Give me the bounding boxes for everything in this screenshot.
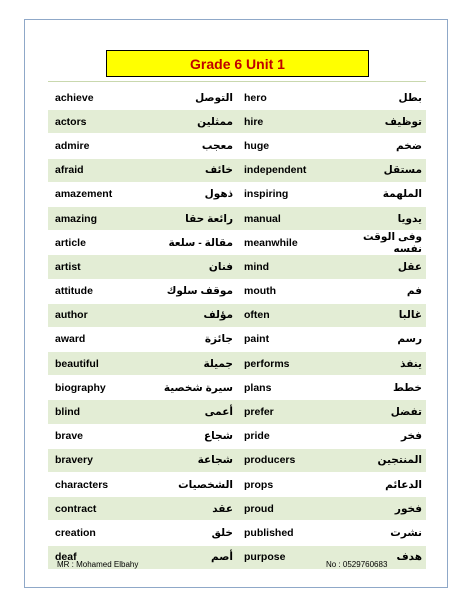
table-row (48, 159, 426, 183)
english-word: props (244, 478, 274, 491)
english-word: meanwhile (244, 236, 298, 249)
english-word: pride (244, 430, 270, 443)
arabic-translation: رائعة حقا (185, 212, 233, 225)
english-word: beautiful (55, 357, 99, 370)
arabic-translation: هدف (396, 551, 422, 564)
english-word: hire (244, 115, 264, 128)
english-word: huge (244, 139, 270, 152)
arabic-translation: الملهمة (382, 188, 422, 201)
english-word: attitude (55, 285, 93, 298)
english-word: creation (55, 526, 96, 539)
english-word: award (55, 333, 86, 346)
english-word: plans (244, 381, 272, 394)
arabic-translation: الدعائم (385, 478, 422, 491)
table-row (48, 183, 426, 207)
arabic-translation: يدويا (397, 212, 422, 225)
english-word: prefer (244, 406, 274, 419)
arabic-translation: شجاع (203, 430, 233, 443)
arabic-translation: معجب (201, 139, 233, 152)
english-word: admire (55, 139, 90, 152)
english-word: purpose (244, 551, 286, 564)
arabic-translation: خلق (211, 526, 233, 539)
arabic-translation: شجاعة (197, 454, 233, 467)
table-row (48, 304, 426, 328)
arabic-translation: موقف سلوك (166, 285, 233, 298)
english-word: mouth (244, 285, 277, 298)
english-word: independent (244, 164, 307, 177)
arabic-translation: عقد (212, 502, 233, 515)
arabic-translation: مؤلف (203, 309, 233, 322)
english-word: amazing (55, 212, 98, 225)
english-word: proud (244, 502, 274, 515)
vocabulary-table (48, 86, 426, 570)
arabic-translation: أعمى (204, 406, 233, 419)
arabic-translation: المنتجين (377, 454, 422, 467)
english-word: brave (55, 430, 84, 443)
table-row (48, 352, 426, 376)
footer-author: MR : Mohamed Elbahy (57, 560, 139, 569)
arabic-translation: الشخصيات (178, 478, 233, 491)
arabic-translation: جميلة (203, 357, 233, 370)
arabic-translation: سيرة شخصية (163, 381, 233, 394)
arabic-translation: تفضل (390, 406, 422, 419)
english-word: achieve (55, 91, 94, 104)
english-word: paint (244, 333, 270, 346)
english-word: often (244, 309, 270, 322)
arabic-translation: ذهول (204, 188, 233, 201)
english-word: afraid (55, 164, 84, 177)
table-row (48, 110, 426, 134)
arabic-translation: توظيف (384, 115, 422, 128)
arabic-translation: خطط (392, 381, 422, 394)
english-word: characters (55, 478, 109, 491)
english-word: manual (244, 212, 281, 225)
english-word: contract (55, 502, 97, 515)
english-word: blind (55, 406, 81, 419)
table-row (48, 207, 426, 231)
arabic-translation: فخور (394, 502, 422, 515)
table-row (48, 376, 426, 400)
table-row (48, 328, 426, 352)
divider (48, 81, 426, 82)
table-row (48, 134, 426, 158)
arabic-translation: ممثلين (197, 115, 233, 128)
english-word: amazement (55, 188, 113, 201)
table-row (48, 425, 426, 449)
page-title-text: Grade 6 Unit 1 (190, 55, 285, 72)
arabic-translation: فنان (208, 260, 233, 273)
table-row (48, 255, 426, 279)
english-word: bravery (55, 454, 93, 467)
english-word: hero (244, 91, 267, 104)
footer-phone: No : 0529760683 (326, 560, 388, 569)
english-word: published (244, 526, 294, 539)
table-row (48, 86, 426, 110)
arabic-translation: خائف (205, 164, 233, 177)
arabic-translation: بطل (398, 91, 422, 104)
table-row (48, 280, 426, 304)
arabic-translation: جائزة (204, 333, 233, 346)
arabic-translation: وفى الوقت نفسه (362, 230, 422, 255)
table-row (48, 400, 426, 424)
page-title (106, 50, 369, 77)
arabic-translation: ضخم (396, 139, 422, 152)
english-word: article (55, 236, 86, 249)
arabic-translation: أصم (211, 551, 233, 564)
english-word: author (55, 309, 88, 322)
table-row (48, 473, 426, 497)
english-word: artist (55, 260, 81, 273)
table-row (48, 497, 426, 521)
arabic-translation: التوصل (195, 91, 233, 104)
arabic-translation: فخر (401, 430, 422, 443)
english-word: producers (244, 454, 296, 467)
arabic-translation: مقالة - سلعة (168, 236, 233, 249)
arabic-translation: غالبا (398, 309, 422, 322)
english-word: inspiring (244, 188, 289, 201)
english-word: performs (244, 357, 290, 370)
table-row (48, 521, 426, 545)
arabic-translation: رسم (397, 333, 422, 346)
arabic-translation: عقل (397, 260, 422, 273)
english-word: mind (244, 260, 270, 273)
arabic-translation: ينفذ (400, 357, 422, 370)
english-word: deaf (55, 551, 77, 564)
english-word: actors (55, 115, 87, 128)
english-word: biography (55, 381, 106, 394)
arabic-translation: فم (406, 285, 422, 298)
table-row (48, 231, 426, 255)
arabic-translation: مستقل (383, 164, 422, 177)
arabic-translation: نشرت (390, 526, 422, 539)
table-row (48, 449, 426, 473)
